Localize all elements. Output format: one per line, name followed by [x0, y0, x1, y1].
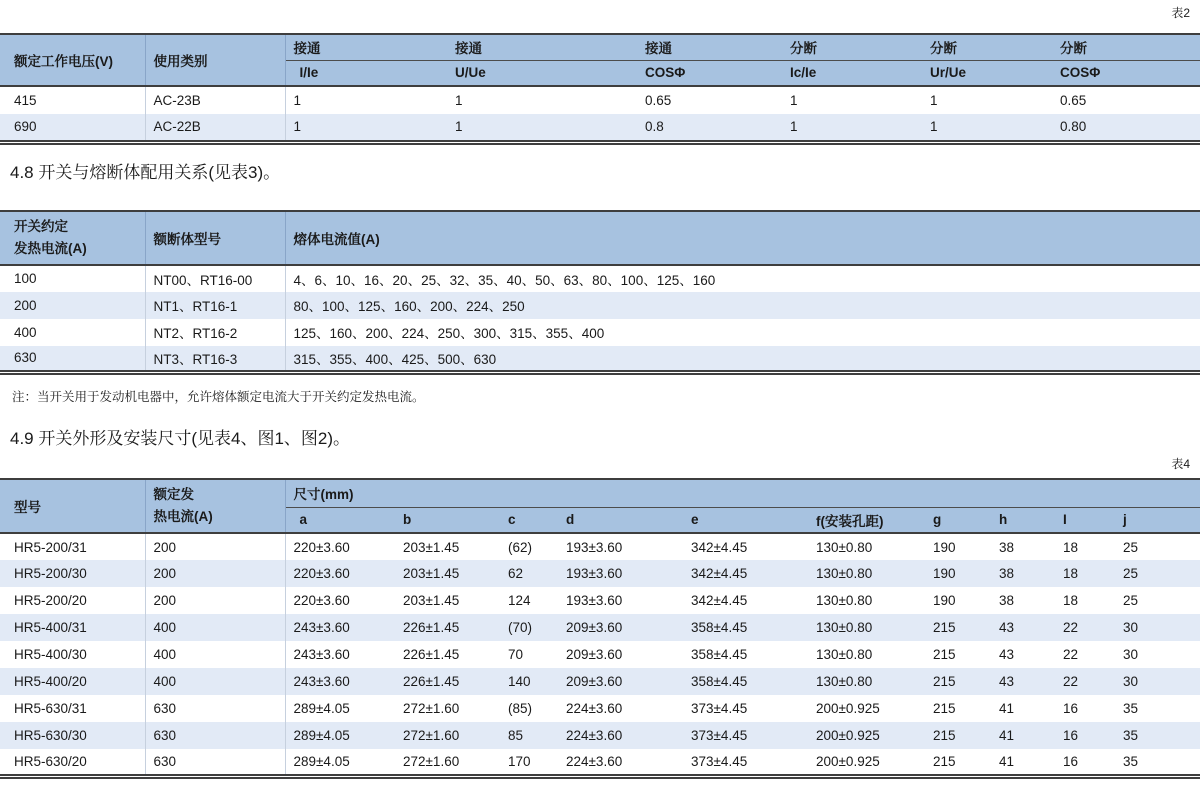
table-cell: 415: [0, 86, 145, 114]
col-subheader-b: b: [395, 507, 500, 533]
table-row: [0, 319, 1200, 346]
table-row: [0, 533, 1200, 560]
table3-header: [0, 211, 1200, 265]
table4-header: [0, 479, 1200, 533]
table-cell: 224±3.60: [566, 728, 623, 743]
table-cell: HR5-200/31: [0, 533, 145, 560]
table-cell: 220±3.60: [293, 593, 350, 608]
table-cell: 18: [1063, 593, 1079, 608]
table-row: [0, 668, 1200, 695]
col-subheader-c: c: [500, 507, 558, 533]
table-cell: 38: [999, 566, 1015, 581]
table-cell: NT00、RT16-00: [145, 265, 285, 292]
col-subheader-g: g: [925, 507, 991, 533]
table-cell: (70): [508, 620, 533, 635]
table-cell: 358±4.45: [691, 620, 748, 635]
table-cell: 203±1.45: [403, 593, 460, 608]
table-cell: 130±0.80: [816, 539, 873, 555]
table-cell: 30: [1123, 647, 1139, 662]
col-subheader-i: I: [1055, 507, 1115, 533]
col-subheader: U/Ue: [447, 60, 637, 86]
table-cell: 41: [999, 753, 1015, 769]
table-row: [0, 292, 1200, 319]
table-cell: 272±1.60: [403, 728, 460, 743]
table-cell: 215: [933, 620, 956, 635]
table-cell: 38: [999, 593, 1015, 608]
col-group-header-make: 接通: [637, 34, 782, 60]
table-row: [0, 86, 1200, 114]
table-cell: 16: [1063, 701, 1079, 716]
table-cell: AC-22B: [145, 114, 285, 142]
col-group-header-make: 接通: [447, 34, 637, 60]
table-cell: 630: [145, 749, 285, 776]
table-cell: NT1、RT16-1: [145, 292, 285, 319]
table-cell: 400: [145, 641, 285, 668]
table-cell: 315、355、400、425、500、630: [293, 351, 497, 367]
table-cell: 1: [293, 93, 302, 108]
table-cell: 215: [933, 728, 956, 743]
table-row: [0, 265, 1200, 292]
table-cell: 25: [1123, 593, 1139, 608]
table-cell: 35: [1123, 728, 1139, 743]
table-cell: HR5-200/20: [0, 587, 145, 614]
col-header-model: 型号: [0, 479, 145, 533]
table-cell: 41: [999, 728, 1015, 743]
table-cell: 193±3.60: [566, 593, 623, 608]
table-cell: 43: [999, 674, 1015, 689]
table-cell: 190: [933, 566, 956, 581]
footnote: 注：当开关用于发动机电器中，允许熔体额定电流大于开关约定发热电流。: [12, 390, 425, 404]
table-cell: HR5-400/30: [0, 641, 145, 668]
table-cell: 22: [1063, 674, 1079, 689]
table-cell: 1: [293, 119, 302, 135]
table-cell: 289±4.05: [293, 728, 350, 743]
col-group-header-dimensions: 尺寸(mm): [285, 479, 1200, 507]
table-cell: 130±0.80: [816, 566, 873, 581]
table-cell: 226±1.45: [403, 674, 460, 689]
col-header-conventional-thermal-current: 开关约定 发热电流(A): [0, 211, 145, 265]
table-row: [0, 749, 1200, 776]
table-cell: 215: [933, 753, 956, 769]
table-cell: 690: [0, 114, 145, 142]
table-cell: NT3、RT16-3: [145, 346, 285, 373]
table-cell: 243±3.60: [293, 674, 350, 689]
table-cell: 243±3.60: [293, 620, 350, 635]
col-header-fuse-link-model: 额断体型号: [145, 211, 285, 265]
table-cell: 124: [508, 593, 531, 608]
table-switch-fuse-matching: [0, 210, 1200, 376]
table-cell: 125、160、200、224、250、300、315、355、400: [293, 326, 605, 341]
table-cell: (62): [508, 539, 533, 555]
col-group-header-break: 分断: [922, 34, 1052, 60]
table-cell: 130±0.80: [816, 647, 873, 662]
table-cell: 209±3.60: [566, 674, 623, 689]
table-row: [0, 587, 1200, 614]
table-dimensions-mounting: [0, 478, 1200, 779]
table-cell: 130±0.80: [816, 674, 873, 689]
table-cell: NT2、RT16-2: [145, 319, 285, 346]
table-cell: 43: [999, 647, 1015, 662]
table-cell: 373±4.45: [691, 753, 748, 769]
table4-body: [0, 533, 1200, 776]
table-row: [0, 114, 1200, 142]
table-cell: 193±3.60: [566, 566, 623, 581]
table2-caption-label: 表2: [1171, 6, 1190, 20]
table-cell: 200: [145, 587, 285, 614]
table-cell: 226±1.45: [403, 647, 460, 662]
table-cell: HR5-400/20: [0, 668, 145, 695]
table-cell: 193±3.60: [566, 539, 623, 555]
table-row: [0, 722, 1200, 749]
table-cell: 215: [933, 674, 956, 689]
table-cell: 358±4.45: [691, 674, 748, 689]
col-subheader: Ur/Ue: [922, 60, 1052, 86]
table-ratings-ac-categories: [0, 33, 1200, 145]
table-cell: 358±4.45: [691, 647, 748, 662]
table-cell: 62: [508, 566, 524, 581]
table3-body: [0, 265, 1200, 373]
col-subheader: Ic/Ie: [782, 60, 922, 86]
table-cell: 85: [508, 728, 524, 743]
col-subheader-e: e: [683, 507, 808, 533]
table-cell: HR5-630/20: [0, 749, 145, 776]
table-cell: 25: [1123, 566, 1139, 581]
table-cell: 373±4.45: [691, 728, 748, 743]
table-cell: 215: [933, 701, 956, 716]
table-cell: 1: [930, 119, 938, 135]
table4-caption-label: 表4: [1171, 457, 1190, 471]
table-cell: 25: [1123, 539, 1139, 555]
table-cell: 43: [999, 620, 1015, 635]
table-cell: 140: [508, 674, 531, 689]
table-cell: 1: [790, 93, 798, 108]
table-cell: 209±3.60: [566, 647, 623, 662]
table-cell: 224±3.60: [566, 753, 623, 769]
table-cell: 1: [455, 119, 463, 135]
table-cell: HR5-630/31: [0, 695, 145, 722]
table-cell: 630: [145, 695, 285, 722]
table-cell: 18: [1063, 566, 1079, 581]
table-cell: 200±0.925: [816, 728, 880, 743]
table-cell: 35: [1123, 753, 1139, 769]
table-cell: HR5-630/30: [0, 722, 145, 749]
table-cell: 203±1.45: [403, 566, 460, 581]
col-header-utilization-category: 使用类别: [145, 34, 285, 86]
table-cell: 342±4.45: [691, 593, 748, 608]
col-header-fuse-current-values: 熔体电流值(A): [285, 211, 1200, 265]
table-cell: HR5-400/31: [0, 614, 145, 641]
table-cell: 190: [933, 539, 956, 555]
table-cell: 226±1.45: [403, 620, 460, 635]
col-header-rated-voltage: 额定工作电压(V): [0, 34, 145, 86]
table-cell: 342±4.45: [691, 566, 748, 581]
col-subheader: I/Ie: [285, 60, 447, 86]
table-cell: 200±0.925: [816, 753, 880, 769]
table-row: [0, 560, 1200, 587]
table-cell: (85): [508, 701, 533, 716]
table-cell: 18: [1063, 539, 1079, 555]
table-cell: 272±1.60: [403, 701, 460, 716]
table-cell: 70: [508, 647, 524, 662]
table-cell: 0.65: [645, 93, 672, 108]
table-cell: 1: [790, 119, 798, 135]
table-cell: 0.8: [645, 119, 664, 135]
table-cell: 220±3.60: [293, 566, 350, 581]
table-cell: 220±3.60: [293, 539, 350, 555]
table2-body: [0, 86, 1200, 142]
table-cell: 170: [508, 753, 531, 769]
table-cell: 630: [0, 346, 145, 373]
table-cell: 1: [930, 93, 938, 108]
table-cell: 190: [933, 593, 956, 608]
table-cell: 289±4.05: [293, 753, 350, 769]
col-group-header-make: 接通: [285, 34, 447, 60]
section-heading-4-9: 4.9 开关外形及安装尺寸(见表4、图1、图2)。: [10, 429, 351, 448]
table-cell: 400: [145, 668, 285, 695]
table-cell: 289±4.05: [293, 701, 350, 716]
table-row: [0, 695, 1200, 722]
table-cell: 209±3.60: [566, 620, 623, 635]
table-cell: 30: [1123, 674, 1139, 689]
table-cell: 130±0.80: [816, 593, 873, 608]
table-cell: 4、6、10、16、20、25、32、35、40、50、63、80、100、125、160: [293, 272, 716, 288]
col-group-header-break: 分断: [1052, 34, 1200, 60]
table-row: [0, 346, 1200, 373]
table-cell: 400: [145, 614, 285, 641]
table-cell: 1: [455, 93, 463, 108]
table-cell: 100: [0, 265, 145, 292]
col-subheader-h: h: [991, 507, 1055, 533]
table-row: [0, 641, 1200, 668]
col-subheader: COSΦ: [1052, 60, 1200, 86]
col-subheader-f-mounting-hole-distance: f(安装孔距): [808, 507, 925, 533]
table-cell: 200: [0, 292, 145, 319]
table-cell: 38: [999, 539, 1015, 555]
table-cell: 373±4.45: [691, 701, 748, 716]
table-cell: HR5-200/30: [0, 560, 145, 587]
table-cell: 16: [1063, 753, 1079, 769]
table-row: [0, 614, 1200, 641]
col-group-header-break: 分断: [782, 34, 922, 60]
table-cell: 630: [145, 722, 285, 749]
table-cell: 41: [999, 701, 1015, 716]
table-cell: 200: [145, 560, 285, 587]
col-subheader-j: j: [1115, 507, 1200, 533]
table-cell: 30: [1123, 620, 1139, 635]
table-cell: 130±0.80: [816, 620, 873, 635]
table-cell: 342±4.45: [691, 539, 748, 555]
table-cell: 16: [1063, 728, 1079, 743]
table-cell: 200: [145, 533, 285, 560]
table-cell: 215: [933, 647, 956, 662]
section-heading-4-8: 4.8 开关与熔断体配用关系(见表3)。: [10, 162, 281, 182]
table-cell: 22: [1063, 620, 1079, 635]
table-cell: 243±3.60: [293, 647, 350, 662]
table2-header: [0, 34, 1200, 86]
table-cell: 400: [0, 319, 145, 346]
col-subheader-d: d: [558, 507, 683, 533]
table-cell: 200±0.925: [816, 701, 880, 716]
table-cell: 35: [1123, 701, 1139, 716]
table-cell: AC-23B: [145, 86, 285, 114]
table-cell: 22: [1063, 647, 1079, 662]
table-cell: 0.80: [1060, 119, 1087, 135]
table-cell: 224±3.60: [566, 701, 623, 716]
table-cell: 0.65: [1060, 93, 1087, 108]
col-header-rated-thermal-current: 额定发 热电流(A): [145, 479, 285, 533]
table-cell: 80、100、125、160、200、224、250: [293, 299, 525, 314]
col-subheader: COSΦ: [637, 60, 782, 86]
table-cell: 272±1.60: [403, 753, 460, 769]
table-cell: 203±1.45: [403, 539, 460, 555]
col-subheader-a: a: [285, 507, 395, 533]
